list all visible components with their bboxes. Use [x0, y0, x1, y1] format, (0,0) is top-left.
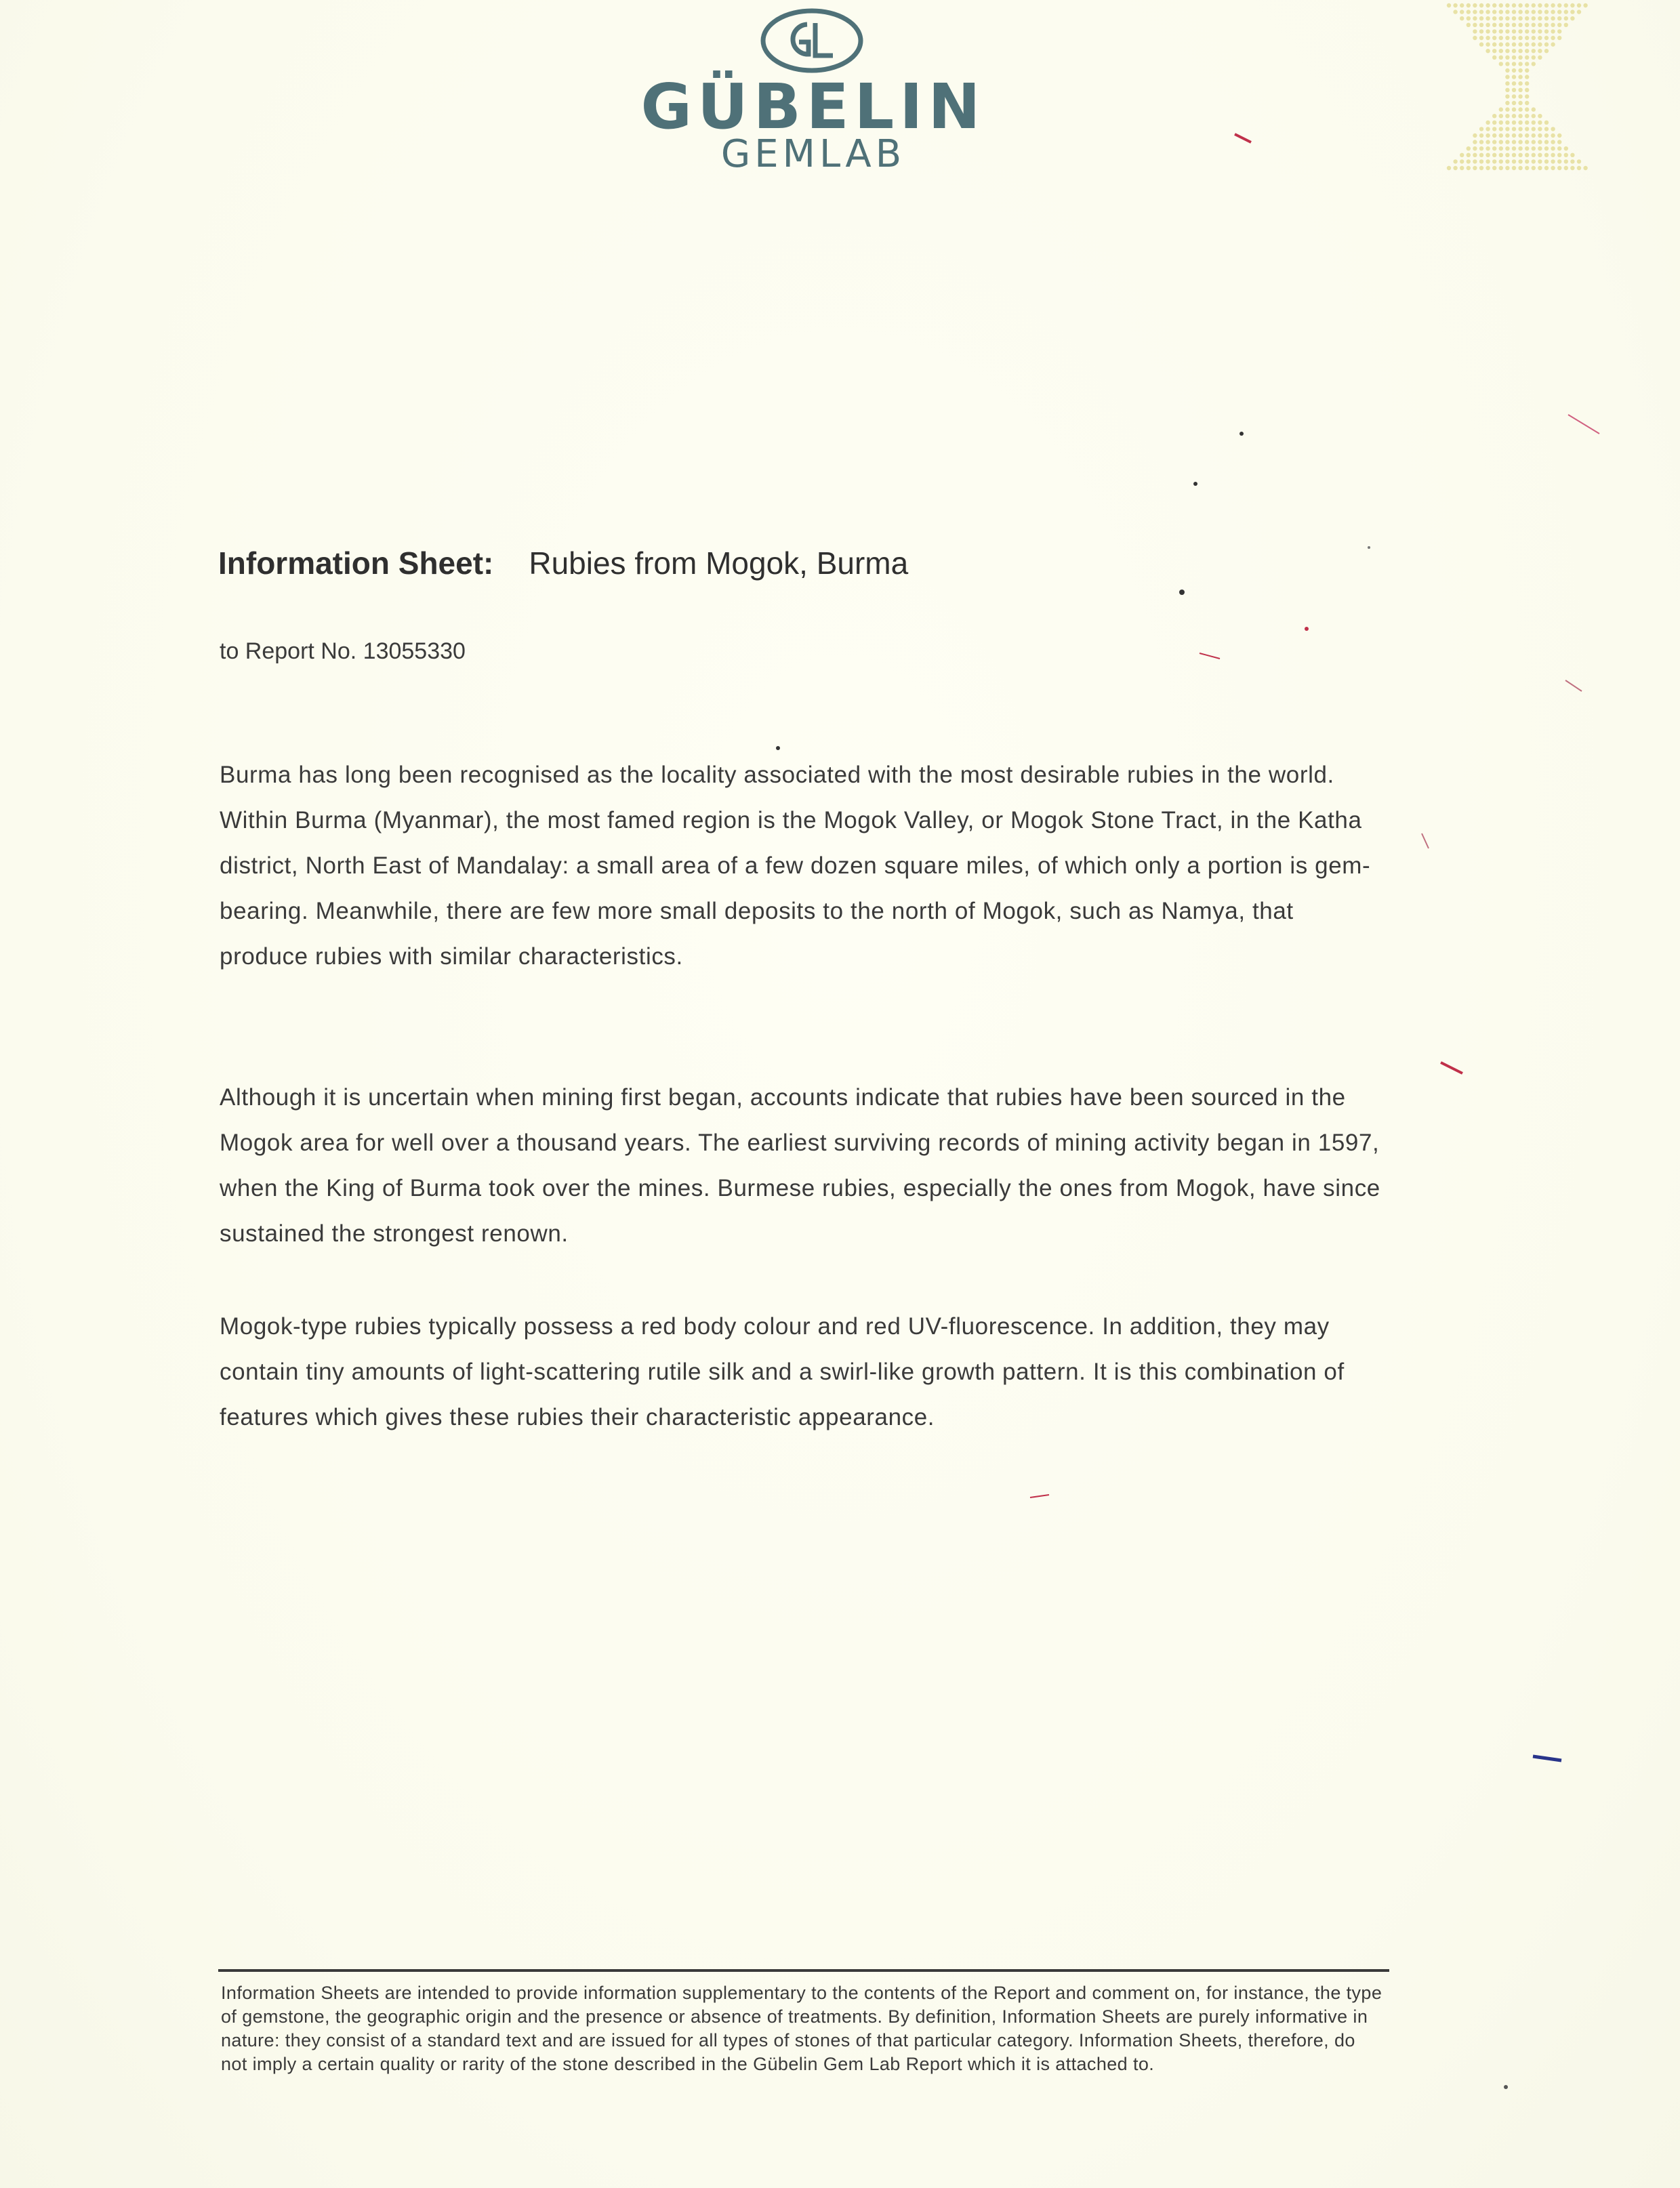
paragraph-origin: Burma has long been recognised as the locality associated with the most desirable rubies in the world. Within Burma (Myanmar), the most famed region is the Mogok Valley, or Mogok Stone Tract, in the Katha district, North East of Mandalay: a small area of a few dozen square miles, of which only a portion is gem-bearing. Meanwhile, there are few more small deposits to the north of Mogok, such as Namya, that produce rubies with similar characteristics. — [220, 762, 1371, 970]
paragraph-history: Although it is uncertain when mining first began, accounts indicate that rubies have been sourced in the Mogok area for well over a thousand years. The earliest surviving records of mining activity began in 1597, when the King of Burma took over the mines. Burmese rubies, especially the ones from Mogok, have since sustained the strongest renown. — [220, 1084, 1380, 1247]
report-reference: to Report No. 13055330 — [220, 638, 466, 664]
heading-label: Information Sheet: — [218, 545, 494, 581]
hologram-hourglass-icon — [1443, 0, 1589, 176]
paragraph-characteristics: Mogok-type rubies typically possess a red body colour and red UV-fluorescence. In addition, they may contain tiny amounts of light-scattering rutile silk and a swirl-like growth pattern. It is this combination of features which gives these rubies their characteristic appearance. — [220, 1313, 1345, 1430]
footer-disclaimer: Information Sheets are intended to provide information supplementary to the contents of the Report and comment on, for instance, the type of gemstone, the geographic origin and the presence or absence of treatments. By definition, Information Sheets are purely informative in nature: they consist of a standard text and are issued for all types of stones of that particular category. Information Sheets, therefore, do not imply a certain quality or rarity of the stone described in the Gübelin Gem Lab Report which it is attached to. — [221, 1983, 1382, 2074]
gl-monogram-icon — [760, 7, 864, 75]
gubelin-logo — [596, 0, 1030, 176]
heading-title: Rubies from Mogok, Burma — [529, 545, 909, 581]
logo-subtitle: GEMLAB — [720, 132, 906, 176]
footer-divider — [218, 1969, 1389, 1972]
logo-wordmark: GÜBELIN — [640, 70, 986, 143]
page-title — [218, 545, 908, 582]
